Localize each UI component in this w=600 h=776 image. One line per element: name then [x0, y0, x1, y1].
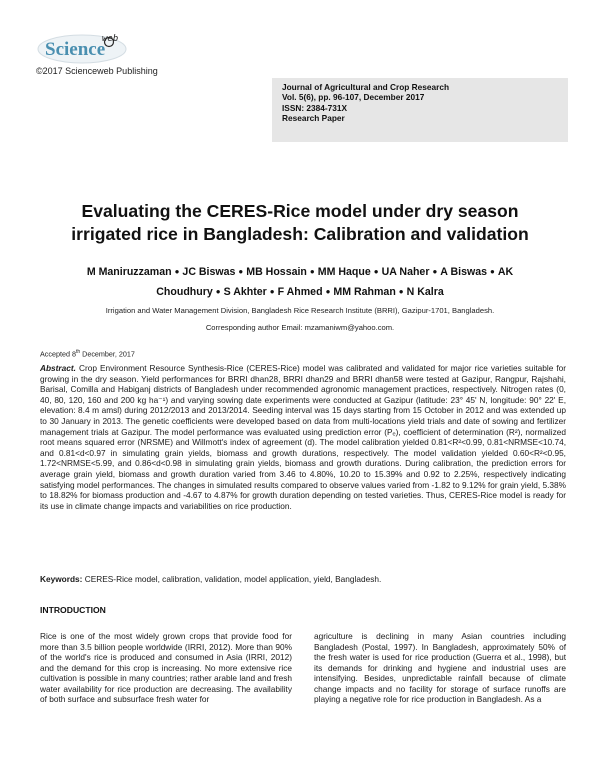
- publisher-logo: [36, 30, 128, 66]
- author: JC Biswas: [182, 266, 236, 278]
- author: N Kalra: [406, 286, 444, 298]
- journal-volume: Vol. 5(6), pp. 96-107, December 2017: [282, 92, 425, 103]
- author: AK: [497, 266, 514, 278]
- article-title: [30, 200, 570, 246]
- author: MM Haque: [317, 266, 371, 278]
- introduction-heading: INTRODUCTION: [40, 605, 106, 615]
- author-list: [40, 262, 560, 302]
- author: MM Rahman: [333, 286, 396, 298]
- title-line-2: irrigated rice in Bangladesh: Calibration and validation: [71, 224, 529, 244]
- author-separator-bullet: ●: [490, 267, 495, 276]
- journal-info-box: [272, 78, 568, 142]
- accepted-date: [40, 349, 135, 358]
- author: A Biswas: [440, 266, 488, 278]
- publisher-logo-graphic: [36, 30, 128, 66]
- accepted-ordinal: th: [75, 349, 81, 355]
- authors-line-1: [40, 262, 560, 282]
- abstract: [40, 363, 566, 511]
- copyright-notice: ©2017 Scienceweb Publishing: [36, 66, 158, 76]
- author-separator-bullet: ●: [174, 267, 180, 276]
- keywords-label: Keywords:: [40, 574, 83, 584]
- journal-name: Journal of Agricultural and Crop Research: [282, 82, 450, 92]
- author: M Maniruzzaman: [86, 266, 172, 278]
- author-separator-bullet: ●: [325, 287, 331, 296]
- author: UA Naher: [381, 266, 430, 278]
- accepted-suffix: December, 2017: [80, 349, 135, 359]
- author-separator-bullet: ●: [398, 287, 404, 296]
- keywords-text: CERES-Rice model, calibration, validation, model application, yield, Bangladesh.: [82, 574, 382, 584]
- keywords: [40, 574, 566, 585]
- author: S Akhter: [223, 286, 267, 298]
- title-line-1: Evaluating the CERES-Rice model under dry season: [81, 201, 519, 221]
- author-separator-bullet: ●: [432, 267, 438, 276]
- article-type: Research Paper: [282, 112, 345, 123]
- author: Choudhury: [156, 286, 213, 298]
- author-separator-bullet: ●: [309, 267, 315, 276]
- author-affiliation: Irrigation and Water Management Division, Bangladesh Rice Research Institute (BRRI), Gazipur-1701, Bangladesh.: [105, 306, 495, 315]
- author-separator-bullet: ●: [269, 287, 275, 296]
- authors-line-2: [40, 282, 560, 302]
- abstract-label: Abstract.: [40, 363, 76, 373]
- journal-issn: ISSN: 2384-731X: [282, 102, 348, 113]
- author-separator-bullet: ●: [238, 267, 244, 276]
- author-separator-bullet: ●: [215, 287, 221, 296]
- author: MB Hossain: [246, 266, 307, 278]
- introduction-right-column: agriculture is declining in many Asian countries including Bangladesh (Postal, 1997). In Bangladesh, approximately 50% of the fresh water is used for rice production (Guerra et al., 1998), but its demands for drinking and hygiene and industrial uses are intensifying. Besides, unpredictable rainfall because of climate change impacts and no facility for storage of surface runoffs are playing a negative role for rice production in Bangladesh. As a: [314, 631, 566, 704]
- corresponding-email[interactable]: Corresponding author Email: mzamaniwm@yahoo.com.: [205, 323, 395, 332]
- abstract-text: Crop Environment Resource Synthesis-Rice (CERES-Rice) model was calibrated and validated for major rice varieties suitable for growing in the dry season. Yield performances for BRRI dhan28, BRRI dhan29 and BRRI dhan58 were tested at Gazipur, Rangpur, Rajshahi, Barisal, Comilla and Habiganj districts of Bangladesh under recommended agronomic management practices, respectively. Nitrogen rates (0, 40, 80, 120, 160 and 200 kg ha⁻¹) and varying sowing date experiments were conducted at Gazipur (latitude: 23° 45' N, longitude: 90° 22' E, elevation: 8.4 m amsl) during 2012/2013 and 2013/2014. Seeding interval was 15 days starting from 15 October in 2012 and was extended up to 30 January in 2013. The genetic coefficients were developed based on data from multi-locations yield trials and date of sowing and fertilizer management trials at Gazipur. The model performance was evaluated using prediction error (Pₑ), coefficient of determination (R²), normalized root means squared error (NRSME) and Willmott's index of agreement (d). The model calibration yielded 0.81<R²<0.99, 0.81<NRMSE<10.74, and 0.81<d<0.97 in simulating grain yields, biomass and growth durations, respectively. The model validation yielded 0.60<R²<0.95, 1.72<NRMSE<5.99, and 0.86<d<0.98 in simulating grain yields, biomass and growth durations. During calibration, the prediction errors for average grain yield, biomass and growth duration varied from 3.46 to 4.80%, 10.20 to 15.39% and 0.92 to 2.25%, respectively indicating satisfying model performances. The changes in simulated results compared to observe values varied from -1.82 to 9.12% for grain yield, 5.38% to 18.82% for biomass production and -4.67 to 4.87% for growth duration depending on tested varieties. Thus, CERES-Rice model is ready for its use in climate change impacts and variabilities on rice production.: [40, 363, 566, 511]
- accepted-prefix: Accepted 8: [40, 349, 76, 359]
- author: F Ahmed: [277, 286, 323, 298]
- author-separator-bullet: ●: [373, 267, 379, 276]
- introduction-left-column: Rice is one of the most widely grown crops that provide food for more than 3.5 billion people worldwide (IRRI, 2012). More than 90% of the world's rice is produced and consumed in Asia (IRRI, 2012) and the demand for this crop is increasing. No more extensive rice cultivation is possible in many countries; rather arable land and fresh water availability for rice production are decreasing. The availability of both surface and subsurface fresh water for: [40, 631, 292, 704]
- logo-text: Science: [45, 39, 106, 60]
- logo-subtext: web: [102, 34, 119, 44]
